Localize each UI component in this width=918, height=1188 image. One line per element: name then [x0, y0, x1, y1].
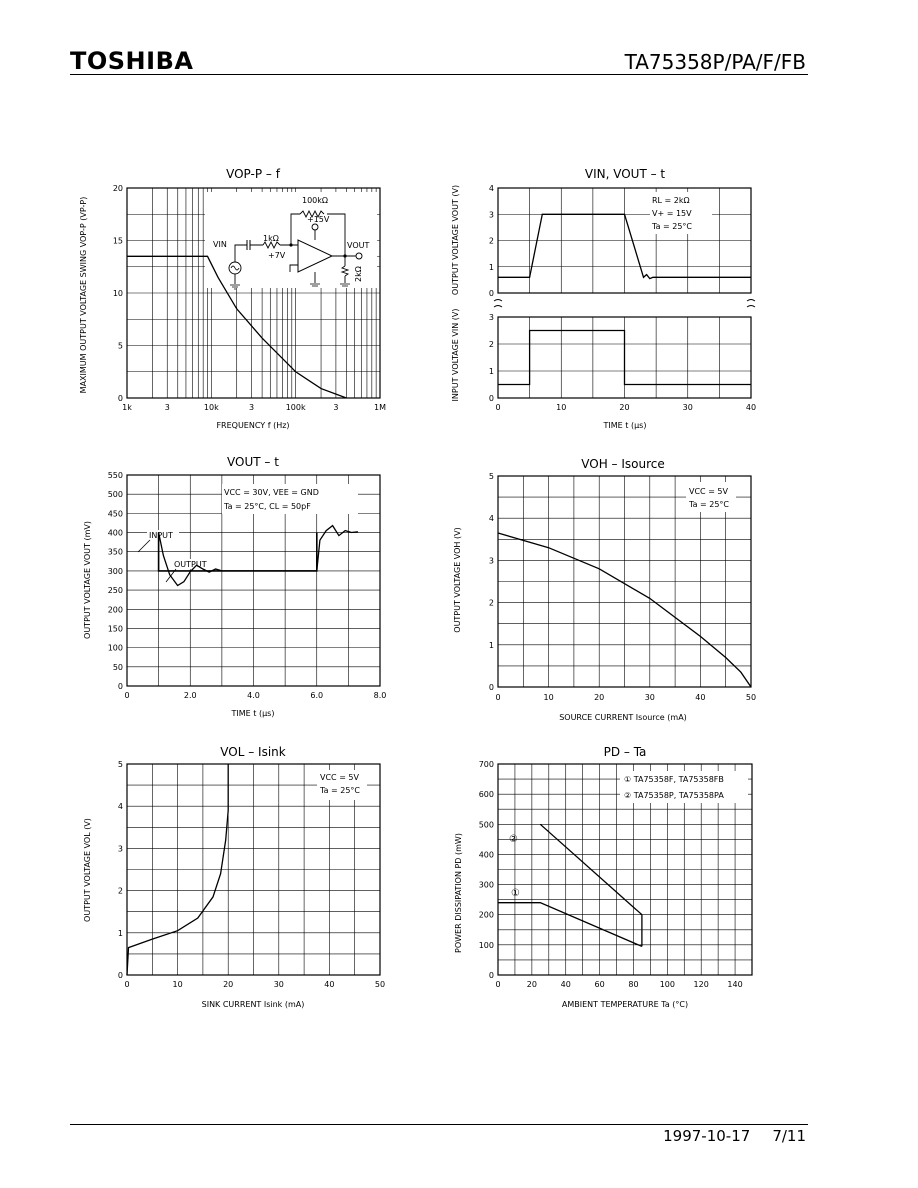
pd-y-tick: 300 [478, 880, 494, 890]
footer [641, 1127, 806, 1145]
circuit-node-dot [343, 254, 346, 257]
voh-xlabel: SOURCE CURRENT Isource (mA) [559, 713, 687, 722]
vinvout-x-tick: 40 [745, 403, 757, 412]
voh-yticks [489, 472, 494, 692]
voutt-y-tick: 400 [107, 528, 123, 538]
pd-x-tick: 40 [560, 980, 571, 989]
pd-x-tick: 60 [594, 980, 605, 989]
voutt-x-tick: 2.0 [183, 691, 197, 700]
circuit-bias-label: +7V [268, 251, 286, 260]
voh-y-tick: 3 [488, 556, 494, 566]
pd-legend [620, 771, 748, 803]
vopp-x-tick: 3 [164, 403, 170, 412]
voh-ylabel: OUTPUT VOLTAGE VOH (V) [453, 527, 462, 633]
chart-vout-t [83, 455, 386, 718]
voh-y-tick: 1 [488, 640, 494, 650]
vopp-yticks [113, 184, 123, 403]
vopp-x-tick: 1k [122, 403, 132, 412]
vopp-x-tick: 3 [249, 403, 255, 412]
voutt-output-curve [159, 526, 358, 586]
voh-x-tick: 10 [543, 693, 554, 702]
voh-y-tick: 2 [488, 598, 494, 608]
circuit-rin-label: 1kΩ [263, 234, 279, 243]
vopp-x-tick: 1M [374, 403, 386, 412]
vinvout-annotation-line: RL = 2kΩ [652, 196, 690, 205]
pd-series1-marker: ① [511, 888, 520, 899]
voutt-y-tick: 450 [107, 509, 123, 519]
part-number: TA75358P/PA/F/FB [624, 50, 806, 74]
vol-annotation-line: Ta = 25°C [320, 786, 361, 795]
voutt-x-tick: 6.0 [310, 691, 324, 700]
pd-series2-marker: ② [509, 834, 518, 845]
vinvout-x-tick: 30 [682, 403, 693, 412]
voutt-input-pointer [138, 540, 150, 552]
pd-series2-curve [540, 824, 642, 946]
voutt-input-label: INPUT [149, 531, 173, 540]
voutt-y-tick: 200 [107, 605, 123, 615]
pd-y-tick: 0 [488, 971, 494, 980]
vol-x-tick: 20 [223, 980, 234, 989]
footer-page: 7/11 [772, 1127, 806, 1145]
pd-x-tick: 120 [693, 980, 709, 989]
circuit-vout-label: VOUT [347, 241, 370, 250]
voh-y-tick: 5 [488, 472, 494, 481]
vinvout-ylabel-bottom: INPUT VOLTAGE VIN (V) [451, 308, 460, 402]
pd-x-tick: 0 [495, 980, 501, 989]
voutt-xticks [124, 691, 386, 700]
pd-xticks [495, 980, 742, 989]
vinvout-y-tick: 0 [488, 289, 494, 298]
vol-y-tick: 0 [117, 971, 123, 980]
chart-voh [453, 457, 756, 722]
voutt-y-tick: 150 [107, 624, 123, 634]
vinvout-annotation-box [650, 192, 712, 234]
vinvout-xticks [495, 403, 756, 412]
vopp-y-tick: 20 [112, 184, 123, 193]
vinvout-yticks-top [489, 184, 494, 298]
voh-y-tick: 4 [488, 514, 494, 524]
voutt-y-tick: 100 [107, 643, 123, 653]
vopp-y-tick: 0 [117, 394, 123, 403]
vopp-circuit-diagram [205, 192, 377, 289]
vinvout-annotation-line: V+ = 15V [652, 209, 692, 218]
voutt-x-tick: 8.0 [373, 691, 387, 700]
voutt-y-tick: 0 [117, 682, 123, 691]
pd-ylabel: POWER DISSIPATION PD (mW) [454, 833, 463, 953]
vinvout-x-tick: 0 [495, 403, 501, 412]
pd-y-tick: 100 [478, 940, 494, 950]
vol-x-tick: 0 [124, 980, 130, 989]
vinvout-y-tick: 3 [488, 210, 494, 220]
vopp-xlabel: FREQUENCY f (Hz) [216, 421, 290, 430]
pd-y-tick: 600 [478, 790, 494, 800]
voutt-annotation-box [222, 484, 358, 514]
voh-annotation-box [686, 482, 736, 512]
vopp-y-tick: 5 [117, 341, 123, 351]
vopp-xticks [122, 403, 386, 412]
chart-pd [454, 745, 752, 1009]
voh-annotation-line: VCC = 5V [689, 487, 728, 496]
vopp-x-tick: 3 [333, 403, 339, 412]
vol-x-tick: 10 [172, 980, 183, 989]
brand-logo: TOSHIBA [70, 47, 194, 75]
voh-y-tick: 0 [488, 683, 494, 692]
vinvout-y-tick: 3 [488, 313, 494, 322]
circuit-vout-terminal-icon [356, 253, 362, 259]
pd-yticks [479, 760, 494, 980]
pd-y-tick: 700 [478, 760, 494, 769]
circuit-rload-label: 2kΩ [354, 266, 363, 282]
voh-x-tick: 30 [644, 693, 655, 702]
voutt-output-label: OUTPUT [174, 560, 207, 569]
vol-yticks [118, 760, 123, 980]
vol-annotation-line: VCC = 5V [320, 773, 359, 782]
voutt-xlabel: TIME t (μs) [231, 709, 275, 718]
vinvout-xlabel: TIME t (μs) [603, 421, 647, 430]
voh-annotation-line: Ta = 25°C [689, 500, 730, 509]
pd-x-tick: 140 [727, 980, 743, 989]
vinvout-y-tick: 0 [488, 394, 494, 403]
pd-legend-item: ② TA75358P, TA75358PA [624, 791, 724, 800]
vopp-ylabel: MAXIMUM OUTPUT VOLTAGE SWING VOP-P (VP-P) [79, 196, 88, 394]
voutt-x-tick: 4.0 [247, 691, 260, 700]
vopp-y-tick: 10 [112, 289, 123, 298]
voutt-y-tick: 350 [107, 547, 123, 557]
voh-x-tick: 50 [745, 693, 757, 702]
voutt-ylabel: OUTPUT VOLTAGE VOUT (mV) [83, 521, 92, 639]
chart-vin-vout [451, 167, 756, 430]
vopp-y-tick: 15 [112, 236, 123, 246]
vol-y-tick: 3 [117, 844, 123, 854]
circuit-feedback-label: 100kΩ [302, 196, 329, 205]
vinvout-vin-curve [498, 331, 751, 385]
voutt-annotation-line: VCC = 30V, VEE = GND [224, 488, 319, 497]
vinvout-yticks-bottom [489, 313, 494, 403]
vol-x-tick: 50 [374, 980, 386, 989]
circuit-vplus-label: +15V [307, 215, 330, 224]
voh-x-tick: 0 [495, 693, 501, 702]
vinvout-annotation-line: Ta = 25°C [652, 222, 693, 231]
circuit-vin-label: VIN [213, 240, 227, 249]
pd-xlabel: AMBIENT TEMPERATURE Ta (°C) [561, 1000, 689, 1009]
vol-annotation-box [317, 770, 367, 800]
vol-y-tick: 4 [117, 802, 123, 812]
vol-xlabel: SINK CURRENT Isink (mA) [201, 1000, 305, 1009]
pd-y-tick: 200 [478, 910, 494, 920]
pd-title: PD – Ta [603, 745, 647, 759]
vopp-x-tick: 100k [285, 403, 306, 412]
pd-legend-item: ① TA75358F, TA75358FB [624, 775, 724, 784]
voutt-y-tick: 550 [107, 471, 123, 480]
footer-rule [70, 1124, 808, 1125]
voutt-yticks [108, 471, 123, 691]
voutt-annotation-line: Ta = 25°C, CL = 50pF [224, 502, 311, 511]
vinvout-y-tick: 1 [488, 367, 494, 376]
vol-x-tick: 30 [273, 980, 284, 989]
pd-y-tick: 400 [478, 850, 494, 860]
vol-xticks [124, 980, 385, 989]
voutt-y-tick: 300 [107, 566, 123, 576]
vinvout-x-tick: 10 [556, 403, 567, 412]
vinvout-y-tick: 2 [488, 236, 494, 246]
vol-ylabel: OUTPUT VOLTAGE VOL (V) [83, 818, 92, 922]
vinvout-y-tick: 2 [488, 340, 494, 349]
pd-x-tick: 100 [659, 980, 675, 989]
voutt-title: VOUT – t [227, 455, 279, 469]
voh-title: VOH – Isource [581, 457, 665, 471]
vinvout-y-tick: 1 [488, 262, 494, 272]
vopp-title: VOP-P – f [226, 167, 280, 181]
vinvout-title: VIN, VOUT – t [584, 167, 666, 181]
footer-date: 1997-10-17 [663, 1127, 751, 1145]
pd-series1-curve [498, 903, 642, 947]
pd-x-tick: 80 [628, 980, 639, 989]
vinvout-x-tick: 20 [619, 403, 630, 412]
vol-x-tick: 40 [324, 980, 335, 989]
circuit-vplus-terminal-icon [312, 224, 318, 230]
voutt-y-tick: 50 [112, 662, 123, 672]
vol-y-tick: 2 [117, 886, 123, 896]
voh-x-tick: 40 [695, 693, 706, 702]
chart-vopp [79, 167, 386, 430]
voutt-y-tick: 250 [107, 586, 123, 596]
pd-x-tick: 20 [526, 980, 537, 989]
vinvout-ylabel-top: OUTPUT VOLTAGE VOUT (V) [451, 184, 460, 296]
voh-xticks [495, 693, 756, 702]
pd-y-tick: 500 [478, 820, 494, 830]
vol-title: VOL – Isink [220, 745, 286, 759]
voutt-x-tick: 0 [124, 691, 130, 700]
vol-y-tick: 5 [117, 760, 123, 769]
voh-x-tick: 20 [594, 693, 605, 702]
voutt-y-tick: 500 [107, 490, 123, 500]
vopp-x-tick: 10k [203, 403, 219, 412]
vol-y-tick: 1 [117, 928, 123, 938]
axis-break-icon [494, 300, 755, 308]
chart-vol [83, 745, 385, 1009]
vinvout-y-tick: 4 [488, 184, 494, 193]
circuit-node-dot [289, 243, 292, 246]
